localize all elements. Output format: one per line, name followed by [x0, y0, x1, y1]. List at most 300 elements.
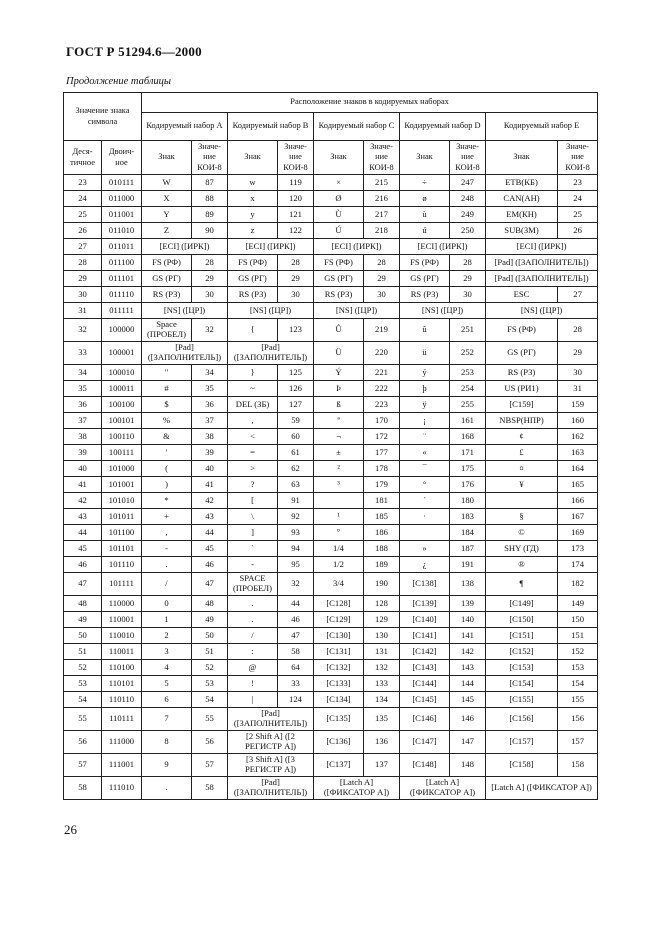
- set-d-sign-cell: þ: [400, 381, 450, 397]
- set-a-sign-cell: 5: [142, 676, 192, 692]
- set-e-sign-cell: CAN(АН): [486, 191, 558, 207]
- set-b-koi-cell: 124: [278, 692, 314, 708]
- table-row: [64, 319, 598, 342]
- decimal-cell: 36: [64, 397, 102, 413]
- set-e-sign-cell: ¶: [486, 573, 558, 596]
- set-b-koi-cell: 47: [278, 628, 314, 644]
- decimal-cell: 54: [64, 692, 102, 708]
- table-row: [64, 381, 598, 397]
- set-d-koi-cell: 138: [450, 573, 486, 596]
- set-d-sign-cell: °: [400, 477, 450, 493]
- decimal-cell: 51: [64, 644, 102, 660]
- set-e-sign-cell: [C152]: [486, 644, 558, 660]
- set-e-sign-cell: ®: [486, 557, 558, 573]
- koi-header: Значе-ние КОИ-8: [192, 141, 228, 175]
- set-d-sign-cell: û: [400, 319, 450, 342]
- decimal-cell: 57: [64, 754, 102, 777]
- set-e-sign-cell: [C151]: [486, 628, 558, 644]
- set-e-sign-cell: SUB(ЗМ): [486, 223, 558, 239]
- set-e-koi-cell: 166: [558, 493, 598, 509]
- set-d-sign-cell: [C141]: [400, 628, 450, 644]
- set-d-koi-cell: 171: [450, 445, 486, 461]
- set-c-sign-cell: ×: [314, 175, 364, 191]
- set-d-sign-cell: »: [400, 541, 450, 557]
- set-c-koi-cell: 215: [364, 175, 400, 191]
- set-c-sign-cell: Ø: [314, 191, 364, 207]
- set-a-sign-cell: GS (РГ): [142, 271, 192, 287]
- set-b-sign-cell: [: [228, 493, 278, 509]
- set-a-sign-cell: $: [142, 397, 192, 413]
- set-d-sign-cell: ¡: [400, 413, 450, 429]
- set-b-koi-cell: 125: [278, 365, 314, 381]
- set-b-koi-cell: 119: [278, 175, 314, 191]
- set-a-koi-cell: 40: [192, 461, 228, 477]
- table-continuation-label: Продолжение таблицы: [66, 76, 172, 87]
- set-d-koi-cell: 248: [450, 191, 486, 207]
- set-e-sign-cell: £: [486, 445, 558, 461]
- decimal-cell: 38: [64, 429, 102, 445]
- set-b-sign-cell: y: [228, 207, 278, 223]
- set-b-koi-cell: 61: [278, 445, 314, 461]
- set-a-sign-cell: 0: [142, 596, 192, 612]
- set-a-koi-cell: 89: [192, 207, 228, 223]
- set-e-header: Кодируемый набор E: [486, 113, 598, 141]
- set-d-sign-cell: [C146]: [400, 708, 450, 731]
- koi-header: Значе-ние КОИ-8: [558, 141, 598, 175]
- set-b-sign-cell: \: [228, 509, 278, 525]
- set-d-koi-cell: 247: [450, 175, 486, 191]
- koi-header: Значе-ние КОИ-8: [278, 141, 314, 175]
- binary-cell: 110010: [102, 628, 142, 644]
- set-a-sign-cell: .: [142, 777, 192, 800]
- set-c-sign-cell: Ù: [314, 207, 364, 223]
- binary-cell: 100101: [102, 413, 142, 429]
- table-row: [64, 477, 598, 493]
- set-b-sign-cell: [ECI] ([ИРК]): [228, 239, 314, 255]
- set-d-sign-cell: ¿: [400, 557, 450, 573]
- set-b-koi-cell: 32: [278, 573, 314, 596]
- set-e-koi-cell: 152: [558, 644, 598, 660]
- table-row: [64, 239, 598, 255]
- set-c-koi-cell: 186: [364, 525, 400, 541]
- set-b-koi-cell: 91: [278, 493, 314, 509]
- set-c-sign-cell: [C133]: [314, 676, 364, 692]
- table-row: [64, 660, 598, 676]
- set-e-koi-cell: 182: [558, 573, 598, 596]
- set-c-sign-cell: ³: [314, 477, 364, 493]
- set-e-koi-cell: 25: [558, 207, 598, 223]
- set-b-koi-cell: 62: [278, 461, 314, 477]
- set-b-sign-cell: [2 Shift A] ([2 РЕГИСТР А]): [228, 731, 314, 754]
- set-d-sign-cell: [C144]: [400, 676, 450, 692]
- set-a-sign-cell: %: [142, 413, 192, 429]
- decimal-cell: 24: [64, 191, 102, 207]
- set-e-sign-cell: [C155]: [486, 692, 558, 708]
- set-b-sign-cell: -: [228, 557, 278, 573]
- set-d-koi-cell: 145: [450, 692, 486, 708]
- set-c-koi-cell: 218: [364, 223, 400, 239]
- set-a-sign-cell: /: [142, 573, 192, 596]
- set-a-sign-cell: FS (РФ): [142, 255, 192, 271]
- binary-cell: 100001: [102, 342, 142, 365]
- set-a-koi-cell: 36: [192, 397, 228, 413]
- decimal-cell: 56: [64, 731, 102, 754]
- set-d-sign-cell: ÿ: [400, 397, 450, 413]
- set-a-sign-cell: -: [142, 541, 192, 557]
- sign-header: Знак: [314, 141, 364, 175]
- set-b-sign-cell: `: [228, 541, 278, 557]
- set-e-sign-cell: [C150]: [486, 612, 558, 628]
- set-a-koi-cell: 57: [192, 754, 228, 777]
- binary-cell: 010111: [102, 175, 142, 191]
- binary-cell: 110111: [102, 708, 142, 731]
- set-e-koi-cell: 159: [558, 397, 598, 413]
- set-d-koi-cell: 175: [450, 461, 486, 477]
- set-d-koi-cell: 187: [450, 541, 486, 557]
- set-c-sign-cell: [NS] ([ЦР]): [314, 303, 400, 319]
- table-row: [64, 429, 598, 445]
- set-e-sign-cell: [C157]: [486, 731, 558, 754]
- set-e-sign-cell: ©: [486, 525, 558, 541]
- set-e-koi-cell: 154: [558, 676, 598, 692]
- set-c-sign-cell: [C129]: [314, 612, 364, 628]
- character-table: [63, 92, 598, 800]
- binary-cell: 110001: [102, 612, 142, 628]
- set-d-sign-cell: FS (РФ): [400, 255, 450, 271]
- set-b-sign-cell: [Pad] ([ЗАПОЛНИТЕЛЬ]): [228, 342, 314, 365]
- binary-cell: 110011: [102, 644, 142, 660]
- set-a-sign-cell: *: [142, 493, 192, 509]
- set-a-koi-cell: 32: [192, 319, 228, 342]
- set-d-koi-cell: 252: [450, 342, 486, 365]
- set-e-sign-cell: [ECI] ([ИРК]): [486, 239, 598, 255]
- set-e-koi-cell: 28: [558, 319, 598, 342]
- table-row: [64, 541, 598, 557]
- set-c-header: Кодируемый набор C: [314, 113, 400, 141]
- set-a-koi-cell: 41: [192, 477, 228, 493]
- set-b-sign-cell: w: [228, 175, 278, 191]
- set-b-sign-cell: @: [228, 660, 278, 676]
- set-b-sign-cell: >: [228, 461, 278, 477]
- set-b-koi-cell: 30: [278, 287, 314, 303]
- set-b-sign-cell: !: [228, 676, 278, 692]
- set-a-koi-cell: 29: [192, 271, 228, 287]
- set-a-koi-cell: 28: [192, 255, 228, 271]
- decimal-cell: 52: [64, 660, 102, 676]
- table-row: [64, 342, 598, 365]
- table-row: [64, 596, 598, 612]
- decimal-cell: 23: [64, 175, 102, 191]
- set-d-sign-cell: ¯: [400, 461, 450, 477]
- group-header: Расположение знаков в кодируемых наборах: [142, 93, 598, 113]
- set-c-koi-cell: 189: [364, 557, 400, 573]
- set-a-koi-cell: 35: [192, 381, 228, 397]
- set-d-koi-cell: 249: [450, 207, 486, 223]
- set-e-koi-cell: 29: [558, 342, 598, 365]
- set-c-sign-cell: ß: [314, 397, 364, 413]
- decimal-cell: 34: [64, 365, 102, 381]
- set-c-sign-cell: [ECI] ([ИРК]): [314, 239, 400, 255]
- decimal-cell: 32: [64, 319, 102, 342]
- set-a-sign-cell: Space (ПРОБЕЛ): [142, 319, 192, 342]
- decimal-cell: 49: [64, 612, 102, 628]
- binary-cell: 110110: [102, 692, 142, 708]
- set-b-sign-cell: ?: [228, 477, 278, 493]
- set-a-sign-cell: 3: [142, 644, 192, 660]
- set-d-koi-cell: 251: [450, 319, 486, 342]
- set-a-koi-cell: 30: [192, 287, 228, 303]
- set-b-sign-cell: [Pad] ([ЗАПОЛНИТЕЛЬ]): [228, 777, 314, 800]
- set-a-sign-cell: &: [142, 429, 192, 445]
- set-b-koi-cell: 29: [278, 271, 314, 287]
- binary-cell: 101101: [102, 541, 142, 557]
- binary-cell: 101000: [102, 461, 142, 477]
- set-d-koi-cell: 29: [450, 271, 486, 287]
- set-d-sign-cell: [C145]: [400, 692, 450, 708]
- set-b-koi-cell: 44: [278, 596, 314, 612]
- set-e-koi-cell: 160: [558, 413, 598, 429]
- set-a-sign-cell: ): [142, 477, 192, 493]
- set-a-sign-cell: X: [142, 191, 192, 207]
- set-a-sign-cell: W: [142, 175, 192, 191]
- set-b-sign-cell: |: [228, 692, 278, 708]
- set-b-sign-cell: DEL (ЗБ): [228, 397, 278, 413]
- binary-cell: 011100: [102, 255, 142, 271]
- set-d-koi-cell: 161: [450, 413, 486, 429]
- set-e-koi-cell: 157: [558, 731, 598, 754]
- decimal-cell: 42: [64, 493, 102, 509]
- set-e-koi-cell: 162: [558, 429, 598, 445]
- set-d-sign-cell: [Latch A] ([ФИКСАТОР А]): [400, 777, 486, 800]
- table-row: [64, 777, 598, 800]
- set-c-koi-cell: 179: [364, 477, 400, 493]
- table-row: [64, 557, 598, 573]
- set-e-koi-cell: 30: [558, 365, 598, 381]
- table-row: [64, 445, 598, 461]
- set-a-koi-cell: 58: [192, 777, 228, 800]
- binary-cell: 011001: [102, 207, 142, 223]
- set-c-sign-cell: Þ: [314, 381, 364, 397]
- set-d-sign-cell: ü: [400, 342, 450, 365]
- set-b-sign-cell: :: [228, 644, 278, 660]
- table-row: [64, 708, 598, 731]
- decimal-cell: 33: [64, 342, 102, 365]
- set-b-koi-cell: 94: [278, 541, 314, 557]
- set-a-koi-cell: 34: [192, 365, 228, 381]
- set-d-sign-cell: ÷: [400, 175, 450, 191]
- set-b-koi-cell: 92: [278, 509, 314, 525]
- set-a-koi-cell: 53: [192, 676, 228, 692]
- decimal-cell: 25: [64, 207, 102, 223]
- set-c-koi-cell: 131: [364, 644, 400, 660]
- set-c-sign-cell: [C136]: [314, 731, 364, 754]
- table-row: [64, 612, 598, 628]
- set-b-sign-cell: <: [228, 429, 278, 445]
- set-e-koi-cell: 174: [558, 557, 598, 573]
- set-a-sign-cell: 7: [142, 708, 192, 731]
- set-b-sign-cell: RS (РЗ): [228, 287, 278, 303]
- decimal-cell: 30: [64, 287, 102, 303]
- set-e-sign-cell: US (РИ1): [486, 381, 558, 397]
- set-c-sign-cell: Û: [314, 319, 364, 342]
- set-b-sign-cell: ~: [228, 381, 278, 397]
- set-a-sign-cell: .: [142, 557, 192, 573]
- set-b-koi-cell: 33: [278, 676, 314, 692]
- set-e-koi-cell: 153: [558, 660, 598, 676]
- table-row: [64, 493, 598, 509]
- set-b-header: Кодируемый набор B: [228, 113, 314, 141]
- set-b-sign-cell: .: [228, 596, 278, 612]
- set-b-koi-cell: 28: [278, 255, 314, 271]
- set-a-koi-cell: 88: [192, 191, 228, 207]
- binary-cell: 011010: [102, 223, 142, 239]
- decimal-cell: 47: [64, 573, 102, 596]
- decimal-cell: 29: [64, 271, 102, 287]
- set-a-sign-cell: 6: [142, 692, 192, 708]
- set-d-sign-cell: [C148]: [400, 754, 450, 777]
- set-e-koi-cell: 23: [558, 175, 598, 191]
- set-d-sign-cell: [C140]: [400, 612, 450, 628]
- set-b-koi-cell: 59: [278, 413, 314, 429]
- table-row: [64, 207, 598, 223]
- set-d-sign-cell: ø: [400, 191, 450, 207]
- set-e-koi-cell: 165: [558, 477, 598, 493]
- set-a-koi-cell: 52: [192, 660, 228, 676]
- set-d-koi-cell: 143: [450, 660, 486, 676]
- set-a-koi-cell: 38: [192, 429, 228, 445]
- set-d-sign-cell: RS (РЗ): [400, 287, 450, 303]
- table-row: [64, 303, 598, 319]
- set-c-koi-cell: 30: [364, 287, 400, 303]
- set-c-koi-cell: 137: [364, 754, 400, 777]
- set-e-sign-cell: [NS] ([ЦР]): [486, 303, 598, 319]
- set-c-koi-cell: 170: [364, 413, 400, 429]
- set-a-koi-cell: 90: [192, 223, 228, 239]
- set-a-koi-cell: 56: [192, 731, 228, 754]
- table-row: [64, 191, 598, 207]
- value-header: Значение знака символа: [64, 93, 142, 141]
- decimal-cell: 48: [64, 596, 102, 612]
- set-c-koi-cell: 172: [364, 429, 400, 445]
- set-d-koi-cell: 255: [450, 397, 486, 413]
- set-c-koi-cell: 136: [364, 731, 400, 754]
- set-b-koi-cell: 63: [278, 477, 314, 493]
- set-e-koi-cell: 164: [558, 461, 598, 477]
- binary-cell: 101011: [102, 509, 142, 525]
- set-e-sign-cell: ETB(КБ): [486, 175, 558, 191]
- binary-cell: 100110: [102, 429, 142, 445]
- set-b-sign-cell: [NS] ([ЦР]): [228, 303, 314, 319]
- set-a-koi-cell: 42: [192, 493, 228, 509]
- set-c-sign-cell: [C134]: [314, 692, 364, 708]
- set-c-sign-cell: ª: [314, 413, 364, 429]
- decimal-cell: 27: [64, 239, 102, 255]
- set-e-sign-cell: [Pad] ([ЗАПОЛНИТЕЛЬ]): [486, 271, 598, 287]
- set-e-sign-cell: §: [486, 509, 558, 525]
- set-d-sign-cell: GS (РГ): [400, 271, 450, 287]
- set-e-sign-cell: [C149]: [486, 596, 558, 612]
- decimal-header: Деся-тичное: [64, 141, 102, 175]
- set-e-sign-cell: RS (РЗ): [486, 365, 558, 381]
- set-b-koi-cell: 127: [278, 397, 314, 413]
- table-row: [64, 397, 598, 413]
- set-c-koi-cell: 220: [364, 342, 400, 365]
- set-c-sign-cell: 1/4: [314, 541, 364, 557]
- set-b-koi-cell: 122: [278, 223, 314, 239]
- binary-cell: 011011: [102, 239, 142, 255]
- decimal-cell: 46: [64, 557, 102, 573]
- set-d-sign-cell: ´: [400, 493, 450, 509]
- set-a-koi-cell: 54: [192, 692, 228, 708]
- set-d-koi-cell: 191: [450, 557, 486, 573]
- set-d-sign-cell: [ECI] ([ИРК]): [400, 239, 486, 255]
- binary-cell: 011000: [102, 191, 142, 207]
- set-a-koi-cell: 50: [192, 628, 228, 644]
- set-a-sign-cell: 4: [142, 660, 192, 676]
- set-e-sign-cell: [Pad] ([ЗАПОЛНИТЕЛЬ]): [486, 255, 598, 271]
- set-d-koi-cell: 168: [450, 429, 486, 445]
- set-e-sign-cell: NBSP(НПР): [486, 413, 558, 429]
- set-b-sign-cell: .: [228, 612, 278, 628]
- table-row: [64, 644, 598, 660]
- binary-cell: 110100: [102, 660, 142, 676]
- set-c-sign-cell: GS (РГ): [314, 271, 364, 287]
- set-c-koi-cell: 223: [364, 397, 400, 413]
- set-a-sign-cell: ": [142, 365, 192, 381]
- set-b-sign-cell: {: [228, 319, 278, 342]
- koi-header: Значе-ние КОИ-8: [364, 141, 400, 175]
- set-c-sign-cell: FS (РФ): [314, 255, 364, 271]
- set-d-koi-cell: 141: [450, 628, 486, 644]
- set-c-sign-cell: Ý: [314, 365, 364, 381]
- set-a-sign-cell: +: [142, 509, 192, 525]
- set-e-sign-cell: GS (РГ): [486, 342, 558, 365]
- set-c-koi-cell: 133: [364, 676, 400, 692]
- set-a-koi-cell: 48: [192, 596, 228, 612]
- set-d-header: Кодируемый набор D: [400, 113, 486, 141]
- decimal-cell: 39: [64, 445, 102, 461]
- binary-cell: 110000: [102, 596, 142, 612]
- decimal-cell: 31: [64, 303, 102, 319]
- set-e-koi-cell: 173: [558, 541, 598, 557]
- set-c-koi-cell: 219: [364, 319, 400, 342]
- binary-cell: 100010: [102, 365, 142, 381]
- set-d-sign-cell: «: [400, 445, 450, 461]
- binary-cell: 111010: [102, 777, 142, 800]
- set-c-sign-cell: [C131]: [314, 644, 364, 660]
- set-e-sign-cell: [C156]: [486, 708, 558, 731]
- binary-cell: 111000: [102, 731, 142, 754]
- table-body: [64, 175, 598, 800]
- set-c-koi-cell: 129: [364, 612, 400, 628]
- set-e-koi-cell: 151: [558, 628, 598, 644]
- set-b-sign-cell: z: [228, 223, 278, 239]
- set-a-koi-cell: 37: [192, 413, 228, 429]
- set-e-koi-cell: 150: [558, 612, 598, 628]
- set-b-sign-cell: [Pad] ([ЗАПОЛНИТЕЛЬ]): [228, 708, 314, 731]
- decimal-cell: 40: [64, 461, 102, 477]
- set-e-koi-cell: 169: [558, 525, 598, 541]
- set-b-koi-cell: 95: [278, 557, 314, 573]
- set-d-koi-cell: 250: [450, 223, 486, 239]
- set-b-koi-cell: 93: [278, 525, 314, 541]
- set-e-sign-cell: ¤: [486, 461, 558, 477]
- set-b-koi-cell: 64: [278, 660, 314, 676]
- set-c-koi-cell: 29: [364, 271, 400, 287]
- set-c-koi-cell: 28: [364, 255, 400, 271]
- set-e-sign-cell: [C153]: [486, 660, 558, 676]
- decimal-cell: 37: [64, 413, 102, 429]
